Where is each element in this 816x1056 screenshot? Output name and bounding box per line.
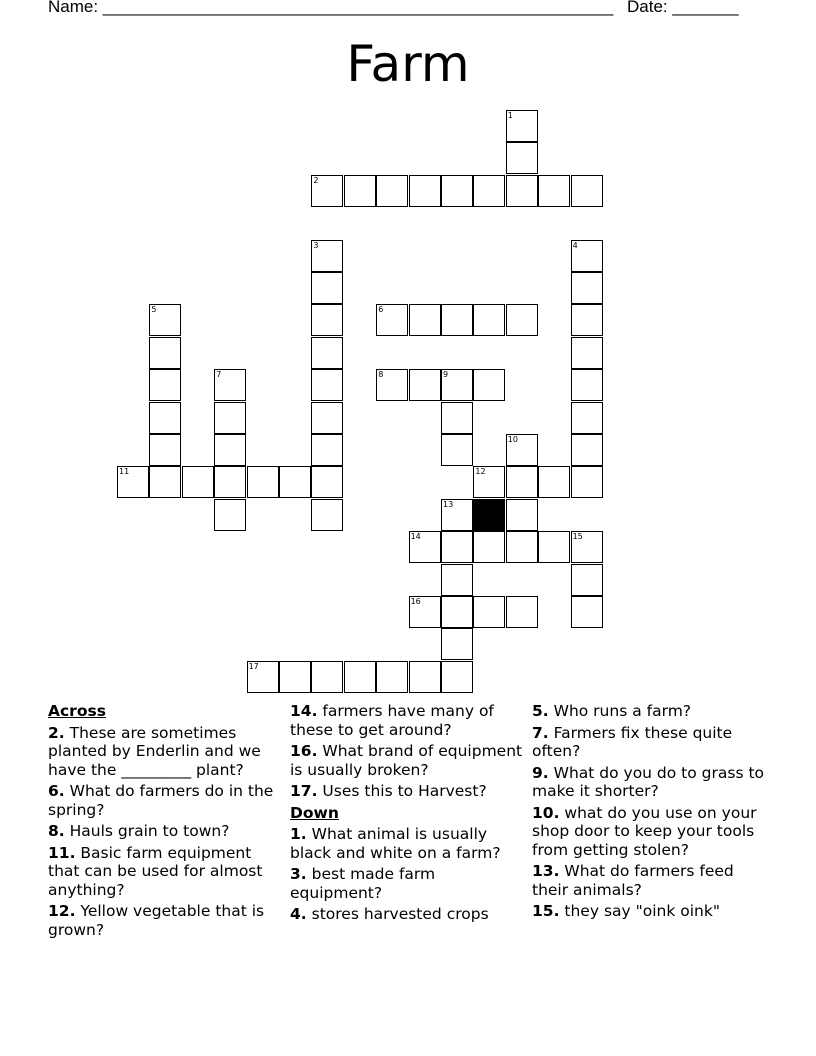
grid-cell[interactable] [571, 304, 603, 336]
grid-cell[interactable] [311, 466, 343, 498]
grid-cell[interactable] [311, 434, 343, 466]
clue-down-4: 4. stores harvested crops [290, 905, 489, 923]
clue-number: 1 [507, 111, 513, 120]
grid-cell[interactable] [311, 369, 343, 401]
clue-number: 4 [572, 240, 578, 250]
grid-cell[interactable] [376, 369, 408, 401]
grid-cell[interactable] [279, 661, 311, 693]
clue-number: 2 [313, 175, 319, 185]
grid-cell[interactable] [441, 628, 473, 660]
grid-cell[interactable] [506, 596, 538, 628]
grid-cell[interactable] [214, 499, 246, 531]
grid-cell[interactable] [311, 499, 343, 531]
grid-cell[interactable] [409, 661, 441, 693]
grid-cell[interactable] [311, 661, 343, 693]
clue-across-17: 17. Uses this to Harvest? [290, 782, 487, 800]
grid-cell[interactable] [409, 175, 441, 207]
grid-cell[interactable] [506, 434, 538, 466]
grid-cell[interactable] [506, 110, 538, 142]
grid-cell[interactable] [311, 402, 343, 434]
grid-cell[interactable] [441, 596, 473, 628]
grid-cell[interactable] [149, 337, 181, 369]
grid-cell[interactable] [247, 661, 279, 693]
grid-cell[interactable] [441, 175, 473, 207]
clue-down-15: 15. they say "oink oink" [532, 902, 720, 920]
grid-cell[interactable] [538, 466, 570, 498]
clue-number: 17 [248, 661, 259, 671]
grid-cell[interactable] [214, 434, 246, 466]
clue-column-1 [48, 702, 284, 942]
clue-across-8: 8. Hauls grain to town? [48, 822, 230, 840]
clue-across-14: 14. farmers have many of these to get around? [290, 702, 494, 739]
grid-cell[interactable] [409, 531, 441, 563]
grid-cell[interactable] [117, 466, 149, 498]
grid-cell[interactable] [279, 466, 311, 498]
grid-cell[interactable] [376, 175, 408, 207]
grid-cell[interactable] [473, 466, 505, 498]
page-title: Farm [346, 35, 470, 93]
clue-down-9: 9. What do you do to grass to make it shorter? [532, 763, 765, 800]
clue-down-1: 1. What animal is usually black and white on a farm? [290, 825, 501, 862]
clue-number: 15 [572, 532, 583, 542]
grid-cell[interactable] [473, 596, 505, 628]
grid-cell[interactable] [344, 175, 376, 207]
grid-cell[interactable] [376, 661, 408, 693]
grid-cell[interactable] [441, 434, 473, 466]
grid-cell[interactable] [311, 272, 343, 304]
grid-cell[interactable] [441, 564, 473, 596]
grid-cell[interactable] [409, 369, 441, 401]
grid-cell[interactable] [571, 402, 603, 434]
clue-down-7: 7. Farmers fix these quite often? [532, 723, 733, 760]
clue-number: 7 [216, 370, 222, 380]
clue-number: 13 [443, 499, 454, 509]
grid-cell[interactable] [473, 175, 505, 207]
grid-cell[interactable] [441, 402, 473, 434]
grid-cell[interactable] [311, 337, 343, 369]
grid-cell[interactable] [571, 531, 603, 563]
grid-cell[interactable] [149, 466, 181, 498]
clue-number: 10 [507, 435, 518, 444]
grid-cell[interactable] [538, 175, 570, 207]
grid-cell[interactable] [247, 466, 279, 498]
grid-cell[interactable] [571, 240, 603, 272]
grid-cell[interactable] [409, 596, 441, 628]
down-heading: Down [290, 803, 339, 822]
clue-down-3: 3. best made farm equipment? [290, 865, 436, 902]
clue-number: 9 [443, 370, 449, 380]
grid-cell[interactable] [506, 304, 538, 336]
grid-cell[interactable] [506, 499, 538, 531]
grid-cell[interactable] [311, 240, 343, 272]
grid-cell[interactable] [149, 304, 181, 336]
grid-cell[interactable] [571, 175, 603, 207]
grid-cell[interactable] [506, 142, 538, 174]
clue-column-3 [532, 702, 768, 924]
grid-cell[interactable] [473, 304, 505, 336]
grid-cell[interactable] [214, 402, 246, 434]
grid-cell[interactable] [506, 175, 538, 207]
name-field[interactable]: Name: ______________________________________________________ [48, 0, 614, 16]
clue-down-13: 13. What do farmers feed their animals? [532, 862, 734, 899]
grid-cell[interactable] [149, 369, 181, 401]
clue-across-6: 6. What do farmers do in the spring? [48, 782, 274, 819]
grid-cell[interactable] [441, 369, 473, 401]
clue-across-2: 2. These are sometimes planted by Enderlin and we have the _________ plant? [48, 723, 261, 779]
grid-cell[interactable] [376, 304, 408, 336]
grid-cell[interactable] [506, 531, 538, 563]
clue-number: 16 [410, 597, 421, 606]
grid-cell[interactable] [571, 272, 603, 304]
grid-cell[interactable] [571, 369, 603, 401]
clue-across-11: 11. Basic farm equipment that can be used for almost anything? [48, 843, 263, 899]
grid-cell[interactable] [441, 661, 473, 693]
grid-cell[interactable] [441, 531, 473, 563]
grid-cell[interactable] [571, 564, 603, 596]
grid-cell[interactable] [149, 402, 181, 434]
grid-cell[interactable] [473, 531, 505, 563]
grid-cell[interactable] [571, 466, 603, 498]
clue-number: 11 [119, 467, 130, 477]
black-cell [473, 499, 505, 531]
grid-cell[interactable] [506, 466, 538, 498]
clue-number: 6 [378, 305, 384, 315]
clue-number: 14 [410, 532, 421, 542]
clue-number: 5 [151, 305, 157, 315]
clue-number: 3 [313, 240, 319, 250]
clue-across-12: 12. Yellow vegetable that is grown? [48, 902, 265, 939]
clue-across-16: 16. What brand of equipment is usually broken? [290, 742, 523, 779]
grid-cell[interactable] [571, 434, 603, 466]
date-field[interactable]: Date: _______ [627, 0, 739, 16]
clue-down-5: 5. Who runs a farm? [532, 702, 692, 720]
grid-cell[interactable] [441, 499, 473, 531]
clue-number: 8 [378, 370, 384, 380]
grid-cell[interactable] [149, 434, 181, 466]
across-heading: Across [48, 702, 106, 720]
grid-cell[interactable] [473, 369, 505, 401]
clue-down-10: 10. what do you use on your shop door to keep your tools from getting stolen? [532, 803, 757, 859]
grid-cell[interactable] [344, 661, 376, 693]
grid-cell[interactable] [441, 304, 473, 336]
clue-column-2 [290, 702, 526, 927]
grid-cell[interactable] [182, 466, 214, 498]
grid-cell[interactable] [571, 596, 603, 628]
grid-cell[interactable] [214, 369, 246, 401]
grid-cell[interactable] [214, 466, 246, 498]
grid-cell[interactable] [538, 531, 570, 563]
grid-cell[interactable] [409, 304, 441, 336]
grid-cell[interactable] [571, 337, 603, 369]
grid-cell[interactable] [311, 304, 343, 336]
grid-cell[interactable] [311, 175, 343, 207]
clue-number: 12 [475, 467, 486, 477]
